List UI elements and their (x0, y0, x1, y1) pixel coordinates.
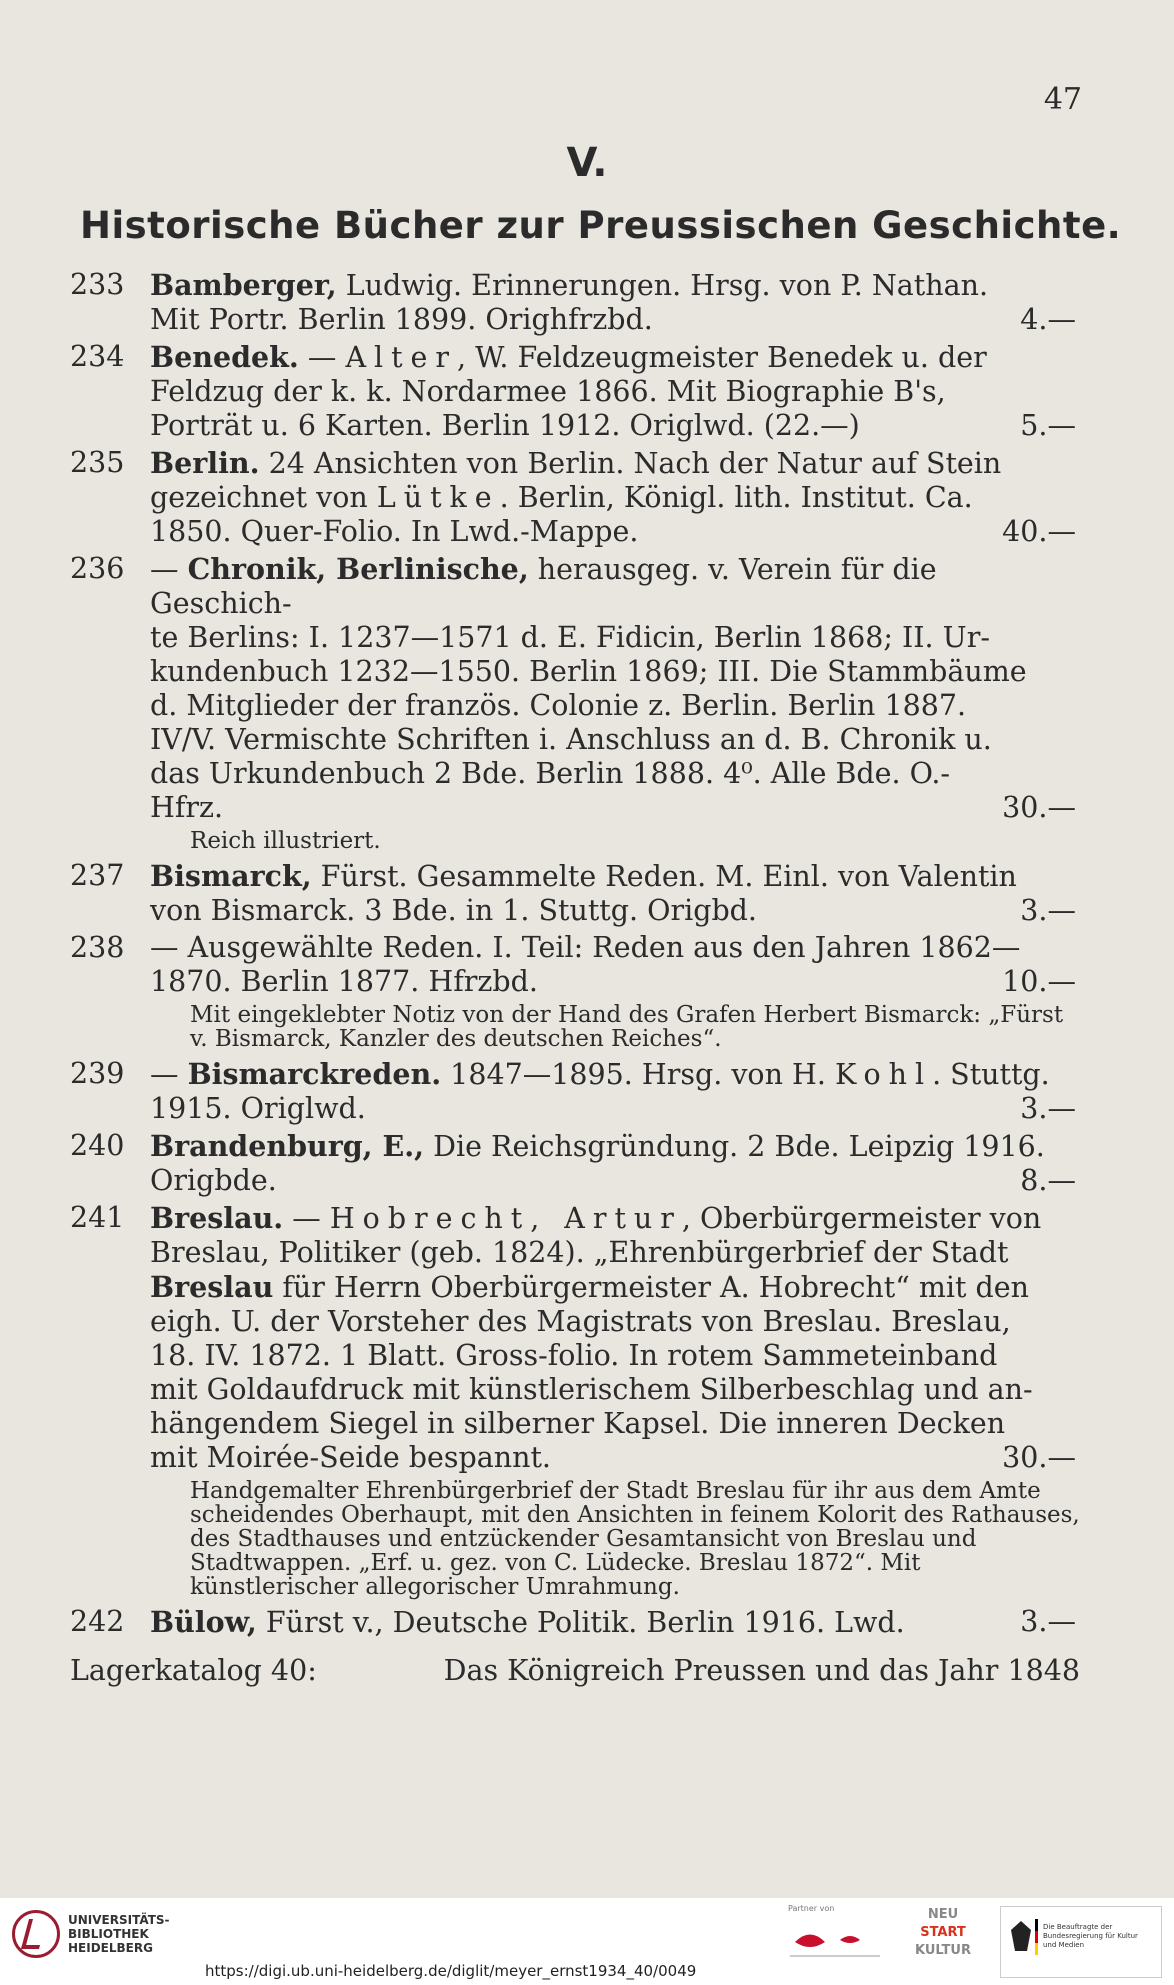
spaced-name: Lütke (376, 481, 500, 514)
entry-line (150, 931, 1080, 965)
entry-number: 233 (70, 268, 125, 301)
entry-line (150, 655, 1080, 689)
entry-line (150, 1129, 1080, 1164)
library-name: UNIVERSITÄTS- BIBLIOTHEK HEIDELBERG (68, 1913, 170, 1955)
entry-line-text (150, 1130, 1045, 1163)
entry-line (150, 515, 1080, 549)
entry-line-text (150, 621, 990, 654)
entry-text: 1915. Origlwd. (150, 1092, 366, 1125)
entry-price: 30.— (1002, 1441, 1076, 1474)
entry-text: — (283, 1202, 330, 1235)
entry-number: 235 (70, 446, 125, 479)
catalog-entry (70, 340, 1080, 443)
entry-line (150, 1201, 1080, 1236)
entry-line (150, 757, 1080, 791)
spaced-name: Alter (345, 341, 457, 374)
entry-line-text (150, 1305, 1011, 1338)
entry-line (150, 1236, 1080, 1270)
entry-line-text (150, 791, 223, 825)
footer-catalog-title: Das Königreich Preussen und das Jahr 1848 (443, 1654, 1080, 1687)
entry-line-text (150, 894, 757, 928)
entry-text: — (150, 553, 188, 586)
entry-line (150, 375, 1080, 409)
entry-line-text (150, 1236, 1008, 1269)
entry-price: 40.— (1002, 515, 1076, 548)
entry-line-text (150, 481, 973, 514)
entry-line-text (150, 303, 653, 337)
entry-keyword: Breslau. (150, 1201, 284, 1235)
entry-text: Hfrz. (150, 791, 224, 824)
entry-text: 1847—1895. Hrsg. von H. (441, 1058, 835, 1091)
entry-price: 3.— (1020, 1092, 1076, 1125)
spaced-name: Kohl (834, 1058, 933, 1091)
entry-line-text (150, 1092, 366, 1126)
catalog-entry (70, 1057, 1080, 1126)
entry-text: Breslau, Politiker (geb. 1824). „Ehrenbürgerbrief der Stadt (150, 1236, 1009, 1269)
entry-price: 8.— (1020, 1164, 1076, 1197)
entry-number: 240 (70, 1129, 125, 1162)
entry-text: Fürst v., Deutsche Politik. Berlin 1916. Lwd. (256, 1606, 905, 1639)
entry-line (150, 268, 1080, 303)
catalog-entry (70, 931, 1080, 1051)
entry-line (150, 965, 1080, 999)
entry-line (150, 1441, 1080, 1475)
entry-line-text (150, 655, 1027, 688)
entry-text: herausgeg. v. Verein für die Geschich- (150, 553, 937, 620)
entry-text: Die Reichsgründung. 2 Bde. Leipzig 1916. (424, 1130, 1045, 1163)
entry-line (150, 340, 1080, 375)
entry-line-text (150, 860, 1017, 893)
entry-text: d. Mitglieder der französ. Colonie z. Berlin. Berlin 1887. (150, 689, 967, 722)
entry-line-text (150, 447, 1001, 480)
entry-line-text (150, 1441, 551, 1475)
entry-line (150, 1270, 1080, 1305)
entry-number: 238 (70, 931, 125, 964)
entry-keyword: Bamberger, (150, 268, 337, 302)
entry-line (150, 894, 1080, 928)
catalog-entry (70, 268, 1080, 337)
entry-keyword: Bismarck, (150, 859, 312, 893)
ub-heidelberg-icon (12, 1910, 60, 1958)
entry-text: 1850. Quer-Folio. In Lwd.-Mappe. (150, 515, 639, 548)
entry-text: — (150, 1058, 188, 1091)
page-number: 47 (1043, 82, 1082, 117)
entry-text: mit Goldaufdruck mit künstlerischem Silberbeschlag und an- (150, 1373, 1033, 1406)
entry-line-text (150, 757, 950, 790)
entry-line-text (150, 965, 538, 999)
entry-line (150, 723, 1080, 757)
permalink-url[interactable]: https://digi.ub.uni-heidelberg.de/diglit/meyer_ernst1934_40/0049 (205, 1962, 697, 1980)
entry-line-text (150, 1202, 1041, 1235)
entry-text: mit Moirée-Seide bespannt. (150, 1441, 551, 1474)
entry-number: 239 (70, 1057, 125, 1090)
entry-text: Mit Portr. Berlin 1899. Orighfrzbd. (150, 303, 653, 336)
entry-line (150, 1605, 1080, 1640)
entry-text: Ludwig. Erinnerungen. Hrsg. von P. Nathan. (336, 269, 989, 302)
entry-line (150, 791, 1080, 825)
entry-keyword: Brandenburg, E., (150, 1129, 425, 1163)
entry-number: 234 (70, 340, 125, 373)
section-heading: Historische Bücher zur Preussischen Geschichte. (80, 204, 1122, 247)
entry-line (150, 689, 1080, 723)
catalog-entries (70, 268, 1080, 1688)
entry-line-text (150, 1164, 277, 1198)
footer-catalog-label: Lagerkatalog 40: (70, 1654, 317, 1687)
entry-text: Fürst. Gesammelte Reden. M. Einl. von Valentin (311, 860, 1017, 893)
entry-text: . Stuttg. (932, 1058, 1050, 1091)
entry-line-text (150, 515, 638, 549)
entry-line-text (150, 1339, 997, 1372)
entry-number: 241 (70, 1201, 125, 1234)
bkm-logo: Die Beauftragte der Bundesregierung für Kultur und Medien (1000, 1906, 1162, 1978)
entry-line (150, 446, 1080, 481)
catalog-entry (70, 859, 1080, 928)
viewer-footer-bar (0, 1898, 1174, 1985)
entry-price: 3.— (1020, 1605, 1076, 1638)
entry-line-text (150, 723, 992, 756)
entry-text: te Berlins: I. 1237—1571 d. E. Fidicin, Berlin 1868; II. Ur- (150, 621, 990, 654)
entry-keyword: Benedek. (150, 340, 299, 374)
entry-text: von Bismarck. 3 Bde. in 1. Stuttg. Origbd. (150, 894, 757, 927)
entry-keyword: Bülow, (150, 1605, 257, 1639)
spaced-name: Hobrecht, Artur (329, 1202, 682, 1235)
entry-number: 237 (70, 859, 125, 892)
entry-keyword: Chronik, Berlinische, (187, 552, 529, 586)
catalog-entry (70, 446, 1080, 549)
entry-note: Mit eingeklebter Notiz von der Hand des Grafen Herbert Bismarck: „Fürst v. Bismarck, Kanzler des deutschen Reiches“. (190, 1002, 1064, 1052)
entry-keyword: Bismarckreden. (187, 1057, 442, 1091)
entry-line (150, 303, 1080, 337)
entry-number: 236 (70, 552, 125, 585)
entry-line (150, 481, 1080, 515)
catalog-entry (70, 1129, 1080, 1198)
entry-line-text (150, 553, 937, 620)
entry-line (150, 1305, 1080, 1339)
entry-price: 30.— (1002, 791, 1076, 824)
entry-line (150, 1339, 1080, 1373)
entry-line (150, 1164, 1080, 1198)
entry-text: gezeichnet von (150, 481, 377, 514)
entry-text: 1870. Berlin 1877. Hfrzbd. (150, 965, 538, 998)
entry-line (150, 1057, 1080, 1092)
entry-text: Origbde. (150, 1164, 277, 1197)
catalog-entry (70, 552, 1080, 853)
entry-note: Reich illustriert. (190, 828, 381, 854)
entry-line (150, 409, 1080, 443)
entry-line-text (150, 1605, 905, 1640)
entry-line-text (150, 375, 946, 408)
entry-text: , Oberbürgermeister von (681, 1202, 1042, 1235)
entry-line-text (150, 689, 966, 722)
entry-keyword: Breslau (150, 1270, 274, 1304)
partner-label: Partner von (788, 1904, 835, 1913)
running-footer (70, 1654, 1080, 1688)
entry-line-text (150, 1373, 1033, 1406)
entry-text: Porträt u. 6 Karten. Berlin 1912. Origlwd. (22.—) (150, 409, 860, 442)
entry-line (150, 621, 1080, 655)
entry-text: 18. IV. 1872. 1 Blatt. Gross-folio. In rotem Sammeteinband (150, 1339, 998, 1372)
entry-line-text (150, 1407, 1005, 1440)
german-flag-icon (1035, 1919, 1038, 1955)
entry-line (150, 1373, 1080, 1407)
entry-line-text (150, 1271, 1029, 1304)
entry-note: Handgemalter Ehrenbürgerbrief der Stadt Breslau für ihr aus dem Amte scheidendes Oberhaupt, mit den Ansichten in feinem Kolorit des Rathauses, des Stadthauses und entzückender Gesamtansicht von Breslau und Stadtwappen. „Erf. u. gez. von C. Lüdecke. Breslau 1872“. Mit künstlerischer allegorischer Umrahmung. (190, 1478, 1080, 1600)
catalog-entry (70, 1605, 1080, 1640)
entry-line-text (150, 931, 1020, 964)
entry-line (150, 859, 1080, 894)
chapter-number: V. (566, 140, 608, 186)
entry-price: 10.— (1002, 965, 1076, 998)
entry-line (150, 1092, 1080, 1126)
entry-price: 3.— (1020, 894, 1076, 927)
entry-text: das Urkundenbuch 2 Bde. Berlin 1888. 4⁰. Alle Bde. O.- (150, 757, 951, 790)
entry-text: eigh. U. der Vorsteher des Magistrats von Breslau. Breslau, (150, 1305, 1011, 1338)
entry-text: hängendem Siegel in silberner Kapsel. Die inneren Decken (150, 1407, 1006, 1440)
entry-text: — (298, 341, 346, 374)
entry-text: für Herrn Oberbürgermeister A. Hobrecht“ mit den (273, 1271, 1029, 1304)
entry-number: 242 (70, 1605, 125, 1638)
entry-line-text (150, 269, 988, 302)
entry-text: IV/V. Vermischte Schriften i. Anschluss an d. B. Chronik u. (150, 723, 992, 756)
entry-text: 24 Ansichten von Berlin. Nach der Natur auf Stein (259, 447, 1002, 480)
entry-text: Feldzug der k. k. Nordarmee 1866. Mit Biographie B's, (150, 375, 946, 408)
entry-keyword: Berlin. (150, 446, 260, 480)
federal-eagle-icon (1011, 1921, 1031, 1951)
neustart-kultur-logo: NEU START KULTUR (915, 1907, 971, 1958)
entry-text: , W. Feldzeugmeister Benedek u. der (456, 341, 987, 374)
entry-line-text (150, 1058, 1050, 1091)
entry-text: kundenbuch 1232—1550. Berlin 1869; III. Die Stammbäume (150, 655, 1027, 688)
library-logo[interactable] (12, 1910, 170, 1958)
entry-text: . Berlin, Königl. lith. Institut. Ca. (499, 481, 973, 514)
digital-library-logo-icon (785, 1922, 885, 1962)
entry-text: — Ausgewählte Reden. I. Teil: Reden aus den Jahren 1862— (150, 931, 1021, 964)
entry-line-text (150, 409, 860, 443)
entry-line-text (150, 341, 987, 374)
catalog-entry (70, 1201, 1080, 1599)
entry-line (150, 1407, 1080, 1441)
entry-line (150, 552, 1080, 621)
entry-price: 4.— (1020, 303, 1076, 336)
entry-price: 5.— (1020, 409, 1076, 442)
